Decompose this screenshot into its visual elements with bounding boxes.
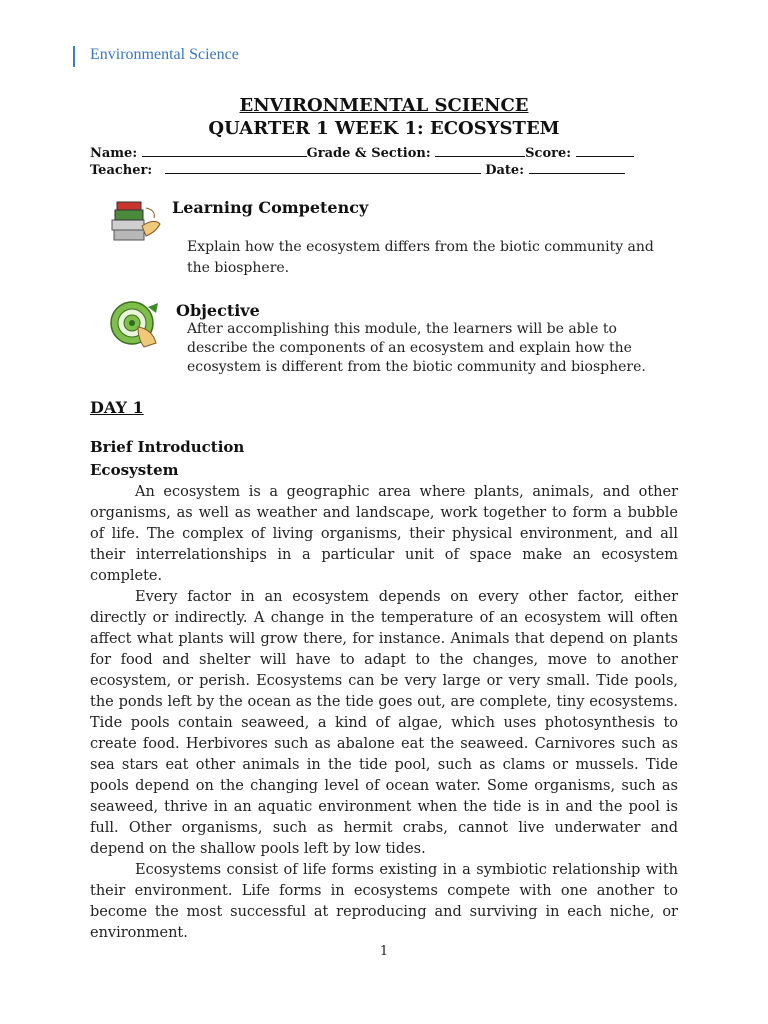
student-info-row	[90, 144, 634, 161]
date-label: Date:	[485, 163, 525, 178]
score-blank[interactable]	[576, 144, 634, 157]
learning-competency-heading: Learning Competency	[172, 198, 369, 217]
name-blank[interactable]	[142, 144, 307, 157]
grade-label: Grade & Section:	[306, 146, 431, 161]
target-icon	[108, 299, 166, 351]
learning-competency-text: Explain how the ecosystem differs from the biotic community and the biosphere.	[187, 239, 654, 276]
header-accent-bar	[73, 46, 75, 67]
score-label: Score:	[525, 146, 572, 161]
ecosystem-heading: Ecosystem	[90, 461, 179, 479]
page-number: 1	[379, 944, 389, 959]
name-label: Name:	[90, 146, 138, 161]
header-subject: Environmental Science	[90, 46, 239, 63]
date-blank[interactable]	[529, 161, 625, 174]
page-title: ENVIRONMENTAL SCIENCE	[239, 95, 529, 116]
paragraph: Every factor in an ecosystem depends on every other factor, either directly or indirectly. A change in the temperature of an ecosystem will often affect what plants will grow there, for instance. Animals that depend on plants for food and shelter will have to adapt to the changes, move to another ecosystem, or perish. Ecosystems can be very large or very small. Tide pools, the ponds left by the ocean as the tide goes out, are complete, tiny ecosystems. Tide pools contain seaweed, a kind of algae, which uses photosynthesis to create food. Herbivores such as abalone eat the seaweed. Carnivores such as sea stars eat other animals in the tide pool, such as clams or mussels. Tide pools depend on the changing level of ocean water. Some organisms, such as seaweed, thrive in an aquatic environment when the tide is in and the pool is full. Other organisms, such as hermit crabs, cannot live underwater and depend on the shallow pools left by low tides.	[90, 589, 678, 857]
brief-introduction-heading: Brief Introduction	[90, 438, 245, 456]
objective-text: After accomplishing this module, the learners will be able to describe the components of an ecosystem and explain how the ecosystem is different from the biotic community and biosphere.	[187, 321, 646, 375]
paragraph: An ecosystem is a geographic area where plants, animals, and other organisms, as well as weather and landscape, work together to form a bubble of life. The complex of living organisms, their physical environment, and all their interrelationships in a particular unit of space make an ecosystem complete.	[90, 484, 678, 584]
ecosystem-body	[90, 482, 678, 944]
objective-heading: Objective	[176, 301, 260, 320]
teacher-blank[interactable]	[165, 161, 481, 174]
page-subtitle: QUARTER 1 WEEK 1: ECOSYSTEM	[208, 118, 560, 139]
books-icon	[106, 196, 162, 248]
teacher-label: Teacher:	[90, 163, 153, 178]
paragraph: Ecosystems consist of life forms existing in a symbiotic relationship with their environment. Life forms in ecosystems compete with one another to become the most successful at reproducing and surviving in each niche, or environment.	[90, 862, 678, 941]
teacher-info-row	[90, 161, 625, 178]
grade-blank[interactable]	[435, 144, 525, 157]
day-heading: DAY 1	[90, 398, 144, 417]
